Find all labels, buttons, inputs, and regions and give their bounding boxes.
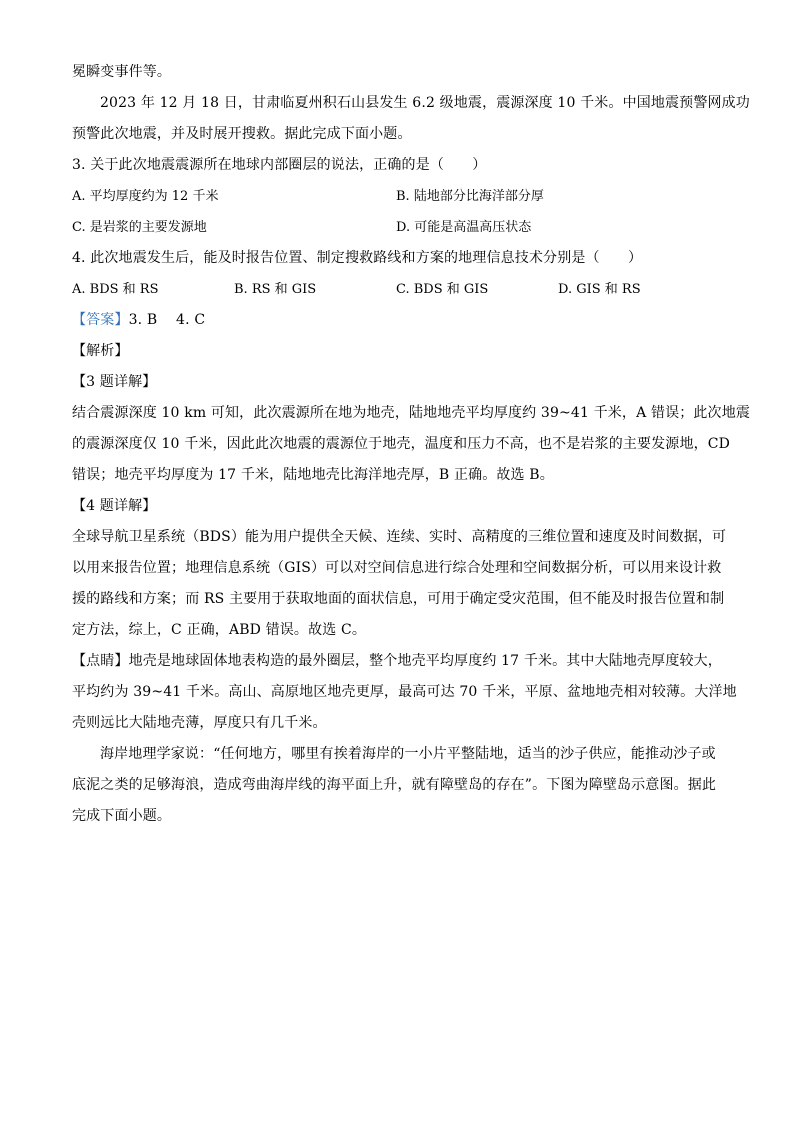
text-line: 完成下面小题。 xyxy=(72,808,172,824)
text-line: 壳则远比大陆地壳薄，厚度只有几千米。 xyxy=(72,715,327,731)
intro-paragraph xyxy=(72,93,750,145)
text-line: 底泥之类的足够海浪，造成弯曲海岸线的海平面上升，就有障壁岛的存在”。下图为障壁岛示意图。据此 xyxy=(72,777,717,793)
barrier-island-paragraph xyxy=(72,744,722,827)
question-4: 4. 此次地震发生后，能及时报告位置、制定搜救路线和方案的地理信息技术分别是（ ） xyxy=(72,250,643,266)
text-line: 援的路线和方案；而 RS 主要用于获取地面的面状信息，可用于确定受灾范围，但不能及时报告位置和制 xyxy=(72,591,725,607)
text-line: 错误；地壳平均厚度为 17 千米，陆地地壳比海洋地壳厚，B 正确。故选 B。 xyxy=(72,467,554,483)
text-line: 地壳是地球固体地表构造的最外圈层，整个地壳平均厚度约 17 千米。其中大陆地壳厚度较大， xyxy=(128,653,722,669)
analysis-tag: 【解析】 xyxy=(72,343,129,359)
tip-paragraph xyxy=(72,651,737,734)
question-3-options-row-1 xyxy=(72,186,722,207)
document-page xyxy=(72,62,750,827)
option-a: A. 平均厚度约为 12 千米 xyxy=(72,189,219,204)
text-line: 以用来报告位置；地理信息系统（GIS）可以对空间信息进行综合处理和空间数据分析，可以用来设计救 xyxy=(72,560,722,576)
detail-4-tag: 【4 题详解】 xyxy=(72,498,157,514)
question-3: 3. 关于此次地震震源所在地球内部圈层的说法，正确的是（ ） xyxy=(72,157,487,173)
option-b: B. 陆地部分比海洋部分厚 xyxy=(396,189,544,204)
option-a: A. BDS 和 RS xyxy=(72,282,159,297)
question-3-options-row-2 xyxy=(72,217,722,238)
option-c: C. BDS 和 GIS xyxy=(396,282,489,297)
option-d: D. 可能是高温高压状态 xyxy=(396,220,532,235)
detail-4-paragraph xyxy=(72,527,727,641)
text-line: 定方法，综上，C 正确，ABD 错误。故选 C。 xyxy=(72,622,366,638)
text-line: 的震源深度仅 10 千米，因此此次地震的震源位于地壳，温度和压力不高，也不是岩浆的主要发源地，CD xyxy=(72,436,730,452)
answer-text: 3. B 4. C xyxy=(128,312,206,328)
option-b: B. RS 和 GIS xyxy=(234,282,317,297)
detail-3-tag: 【3 题详解】 xyxy=(72,374,157,390)
text-line: 预警此次地震，并及时展开搜救。据此完成下面小题。 xyxy=(72,126,412,142)
text-line: 全球导航卫星系统（BDS）能为用户提供全天候、连续、实时、高精度的三维位置和速度及时间数据，可 xyxy=(72,529,727,545)
detail-3-paragraph xyxy=(72,403,750,486)
text-line: 结合震源深度 10 km 可知，此次震源所在地为地壳，陆地地壳平均厚度约 39~41 千米，A 错误；此次地震 xyxy=(72,405,750,421)
question-4-options xyxy=(72,279,722,300)
paragraph-continuation: 冕瞬变事件等。 xyxy=(72,64,172,80)
option-c: C. 是岩浆的主要发源地 xyxy=(72,220,207,235)
answer-tag: 【答案】 xyxy=(72,312,129,328)
text-line: 平均约为 39~41 千米。高山、高原地区地壳更厚，最高可达 70 千米，平原、盆地地壳相对较薄。大洋地 xyxy=(72,684,737,700)
text-line: 海岸地理学家说：“任何地方，哪里有挨着海岸的一小片平整陆地，适当的沙子供应，能推动沙子或 xyxy=(100,746,716,762)
text-line: 2023 年 12 月 18 日，甘肃临夏州积石山县发生 6.2 级地震，震源深度 10 千米。中国地震预警网成功 xyxy=(100,95,750,111)
tip-tag: 【点睛】 xyxy=(72,653,129,669)
option-d: D. GIS 和 RS xyxy=(558,282,641,297)
answer-line xyxy=(72,310,722,331)
tip-line xyxy=(72,651,722,672)
